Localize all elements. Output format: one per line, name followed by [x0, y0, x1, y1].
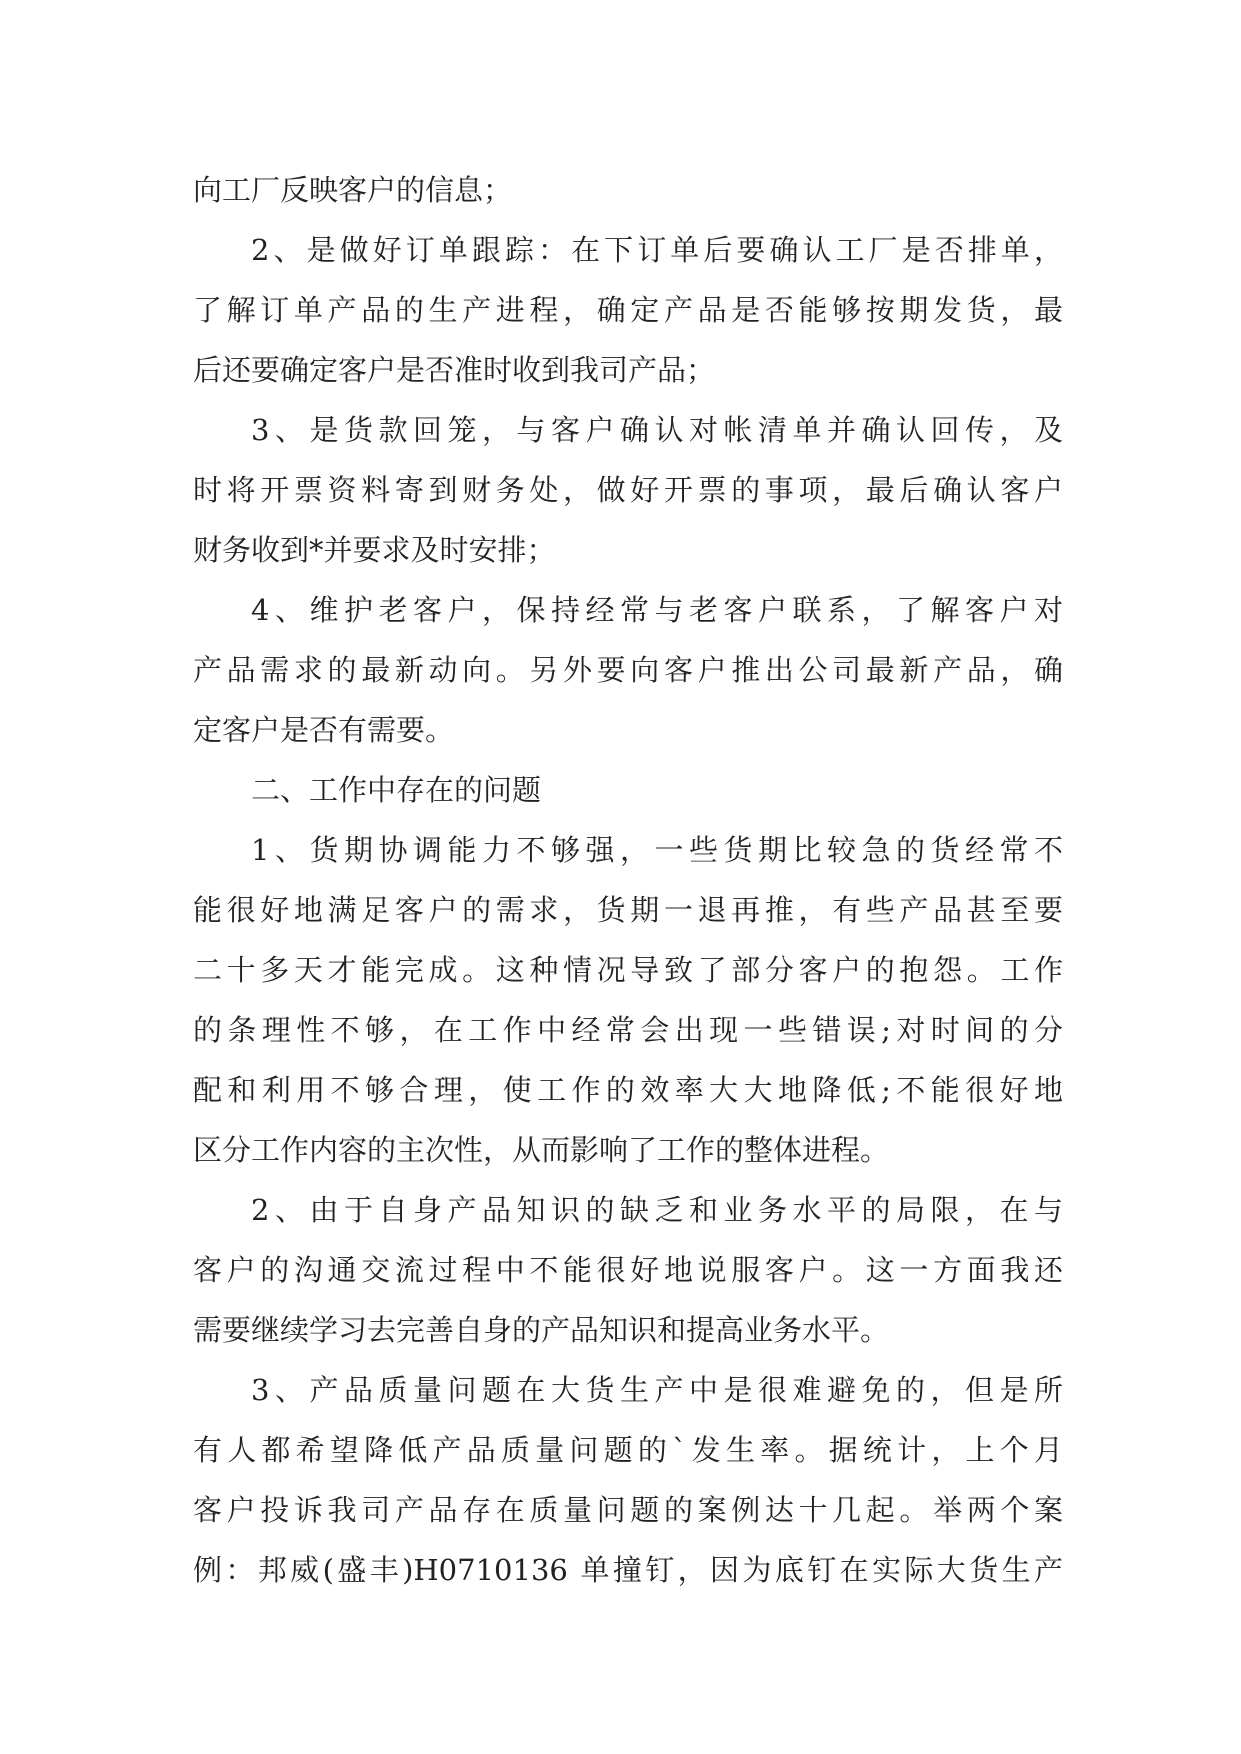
text-line: 后还要确定客户是否准时收到我司产品； — [193, 353, 716, 387]
text-line: 2、是做好订单跟踪：在下订单后要确认工厂是否排单， — [251, 233, 1063, 267]
text-line: 4、维护老客户，保持经常与老客户联系，了解客户对 — [251, 593, 1063, 627]
text-line: 二十多天才能完成。这种情况导致了部分客户的抱怨。工作 — [193, 953, 1063, 987]
text-line: 例：邦威(盛丰)H0710136 单撞钉，因为底钉在实际大货生产 — [193, 1553, 1063, 1587]
text-line: 2、由于自身产品知识的缺乏和业务水平的局限，在与 — [251, 1193, 1063, 1227]
text-line: 能很好地满足客户的需求，货期一退再推，有些产品甚至要 — [193, 893, 1063, 927]
text-line: 1、货期协调能力不够强，一些货期比较急的货经常不 — [251, 833, 1063, 867]
text-line: 配和利用不够合理，使工作的效率大大地降低;不能很好地 — [193, 1073, 1063, 1107]
text-line: 需要继续学习去完善自身的产品知识和提高业务水平。 — [193, 1313, 890, 1347]
text-line: 有人都希望降低产品质量问题的`发生率。据统计，上个月 — [193, 1433, 1063, 1467]
text-line: 产品需求的最新动向。另外要向客户推出公司最新产品，确 — [193, 653, 1063, 687]
text-line: 客户的沟通交流过程中不能很好地说服客户。这一方面我还 — [193, 1253, 1063, 1287]
text-line: 的条理性不够，在工作中经常会出现一些错误;对时间的分 — [193, 1013, 1063, 1047]
text-line: 财务收到*并要求及时安排； — [193, 533, 556, 567]
text-line: 向工厂反映客户的信息； — [193, 173, 513, 207]
text-line: 3、是货款回笼，与客户确认对帐清单并确认回传，及 — [251, 413, 1063, 447]
text-line: 3、产品质量问题在大货生产中是很难避免的，但是所 — [251, 1373, 1063, 1407]
text-line: 时将开票资料寄到财务处，做好开票的事项，最后确认客户 — [193, 473, 1063, 507]
section-heading: 二、工作中存在的问题 — [251, 773, 542, 807]
text-line: 定客户是否有需要。 — [193, 713, 455, 747]
text-line: 了解订单产品的生产进程，确定产品是否能够按期发货，最 — [193, 293, 1063, 327]
document-body — [193, 160, 1063, 1600]
text-line: 区分工作内容的主次性，从而影响了工作的整体进程。 — [193, 1133, 890, 1167]
text-line: 客户投诉我司产品存在质量问题的案例达十几起。举两个案 — [193, 1493, 1063, 1527]
